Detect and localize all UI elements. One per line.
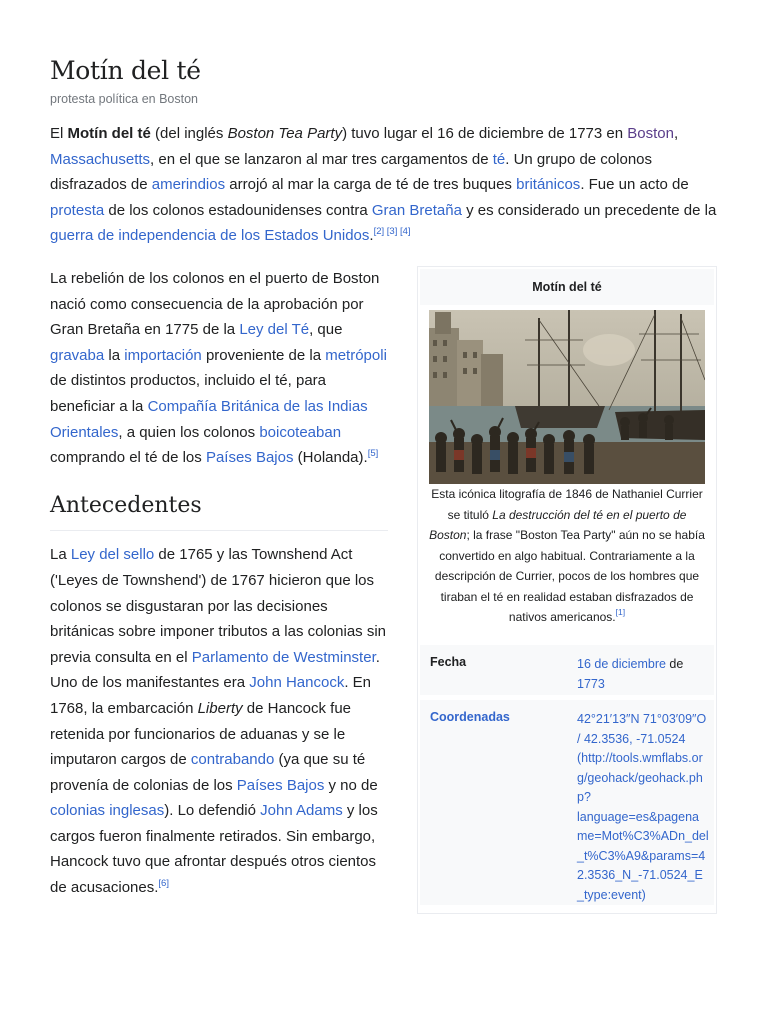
infobox-row-fecha bbox=[420, 645, 714, 695]
link-16-diciembre[interactable]: 16 de diciembre bbox=[577, 657, 666, 671]
infobox bbox=[417, 266, 717, 914]
link-gran-bretana[interactable]: Gran Bretaña bbox=[371, 201, 462, 219]
link-colonias-inglesas[interactable]: colonias inglesas bbox=[50, 802, 165, 820]
paragraph-antecedentes: La Ley del sello de 1765 y las Townshend Act ('Leyes de Townshend') de 1767 hicieron que los colonos se disgustaran por las decisiones británicas sobre imponer tributos a las colonias sin previa consulta en el Parlamento de Westminster. Uno de los manifestantes era John Hancock. En 1768, la embarcación Liberty de Hancock fue retenida por funcionarios de aduanas y se le imputaron cargos de contrabando (ya que su té provenía de colonias de los Países Bajos y no de colonias inglesas). Lo defendió John Adams y los cargos fueron finalmente retirados. Sin embargo, Hancock tuvo que afrontar después otros cientos de acusaciones.[6] bbox=[50, 546, 386, 897]
link-boicoteaban[interactable]: boicoteaban bbox=[259, 423, 342, 441]
page-title: Motín del té bbox=[50, 56, 201, 85]
link-paises-bajos-2[interactable]: Países Bajos bbox=[236, 776, 325, 794]
infobox-image[interactable] bbox=[429, 310, 705, 484]
link-contrabando[interactable]: contrabando bbox=[190, 751, 275, 769]
link-massachusetts[interactable]: Massachusetts bbox=[50, 150, 151, 168]
article-subject: Motín del té bbox=[67, 125, 151, 142]
link-parlamento[interactable]: Parlamento de Westminster bbox=[191, 648, 376, 666]
infobox-caption: Esta icónica litografía de 1846 de Nathaniel Currier se tituló La destrucción del té en el puerto de Boston; la frase "Boston Tea Party" aún no se había convertido en algo habitual. Contrariamente a la descripción de Currier, pocos de los hombres que tiraban el té en realidad estaban disfrazados de nativos americanos.[1] bbox=[429, 487, 705, 624]
infobox-title: Motín del té bbox=[420, 269, 714, 305]
fecha-value: 16 de diciembre de 1773 bbox=[577, 657, 684, 691]
ref-1[interactable]: [1] bbox=[615, 607, 626, 617]
link-ley-del-te[interactable]: Ley del Té bbox=[239, 321, 310, 339]
ref-2[interactable]: [2] bbox=[373, 226, 385, 238]
infobox-row-coordenadas bbox=[420, 700, 714, 905]
paragraph-rebelion: La rebelión de los colonos en el puerto de Boston nació como consecuencia de la aprobación por Gran Bretaña en 1775 de la Ley del Té, que gravaba la importación proveniente de la metrópoli de distintos productos, incluido el té, para beneficiar a la Compañía Británica de las Indias Orientales, a quien los colonos boicoteaban comprando el té de los Países Bajos (Holanda).[5] bbox=[50, 270, 387, 467]
link-gravaba[interactable]: gravaba bbox=[50, 346, 105, 364]
lead-paragraph: El Motín del té (del inglés Boston Tea Party) tuvo lugar el 16 de diciembre de 1773 en Boston, Massachusetts, en el que se lanzaron al mar tres cargamentos de té. Un grupo de colonos disfrazados de amerindios arrojó al mar la carga de té de tres buques británicos. Fue un acto de protesta de los colonos estadounidenses contra Gran Bretaña y es considerado un precedente de la guerra de independencia de los Estados Unidos.[2] [3] [4] bbox=[50, 125, 717, 245]
ref-6[interactable]: [6] bbox=[158, 878, 169, 890]
link-importacion[interactable]: importación bbox=[124, 346, 202, 364]
link-paises-bajos[interactable]: Países Bajos bbox=[205, 449, 294, 467]
main-column bbox=[50, 266, 388, 901]
link-guerra-independencia[interactable]: guerra de independencia de los Estados Unidos bbox=[50, 227, 370, 245]
link-metropoli[interactable]: metrópoli bbox=[325, 346, 387, 364]
link-te[interactable]: té bbox=[492, 150, 506, 168]
link-john-adams[interactable]: John Adams bbox=[260, 802, 343, 820]
link-john-hancock[interactable]: John Hancock bbox=[249, 674, 345, 692]
ref-3[interactable]: [3] bbox=[386, 226, 398, 238]
page-subtitle: protesta política en Boston bbox=[50, 92, 199, 106]
fecha-label: Fecha bbox=[430, 655, 467, 669]
link-1773[interactable]: 1773 bbox=[577, 676, 605, 691]
link-amerindios[interactable]: amerindios bbox=[151, 176, 226, 194]
section-heading-antecedentes: Antecedentes bbox=[50, 493, 388, 532]
link-compania-britanica[interactable]: Compañía Británica de las Indias Orientales bbox=[50, 397, 368, 441]
link-ley-del-sello[interactable]: Ley del sello bbox=[70, 546, 155, 564]
link-boston[interactable]: Boston bbox=[627, 125, 674, 142]
ref-5[interactable]: [5] bbox=[367, 448, 379, 460]
link-protesta[interactable]: protesta bbox=[50, 201, 105, 219]
link-britanicos[interactable]: británicos bbox=[516, 176, 581, 194]
ref-4[interactable]: [4] bbox=[399, 226, 411, 238]
coordenadas-value[interactable]: 42°21′13″N 71°03′09″O / 42.3536, -71.0524 (http://tools.wmflabs.org/geohack/geohack.php?language=es&pagename=Mot%C3%ADn_del_t%C3%A9&params=42.3536_N_-71.0524_E_type:event) bbox=[577, 712, 709, 902]
coordenadas-label[interactable]: Coordenadas bbox=[430, 710, 510, 724]
